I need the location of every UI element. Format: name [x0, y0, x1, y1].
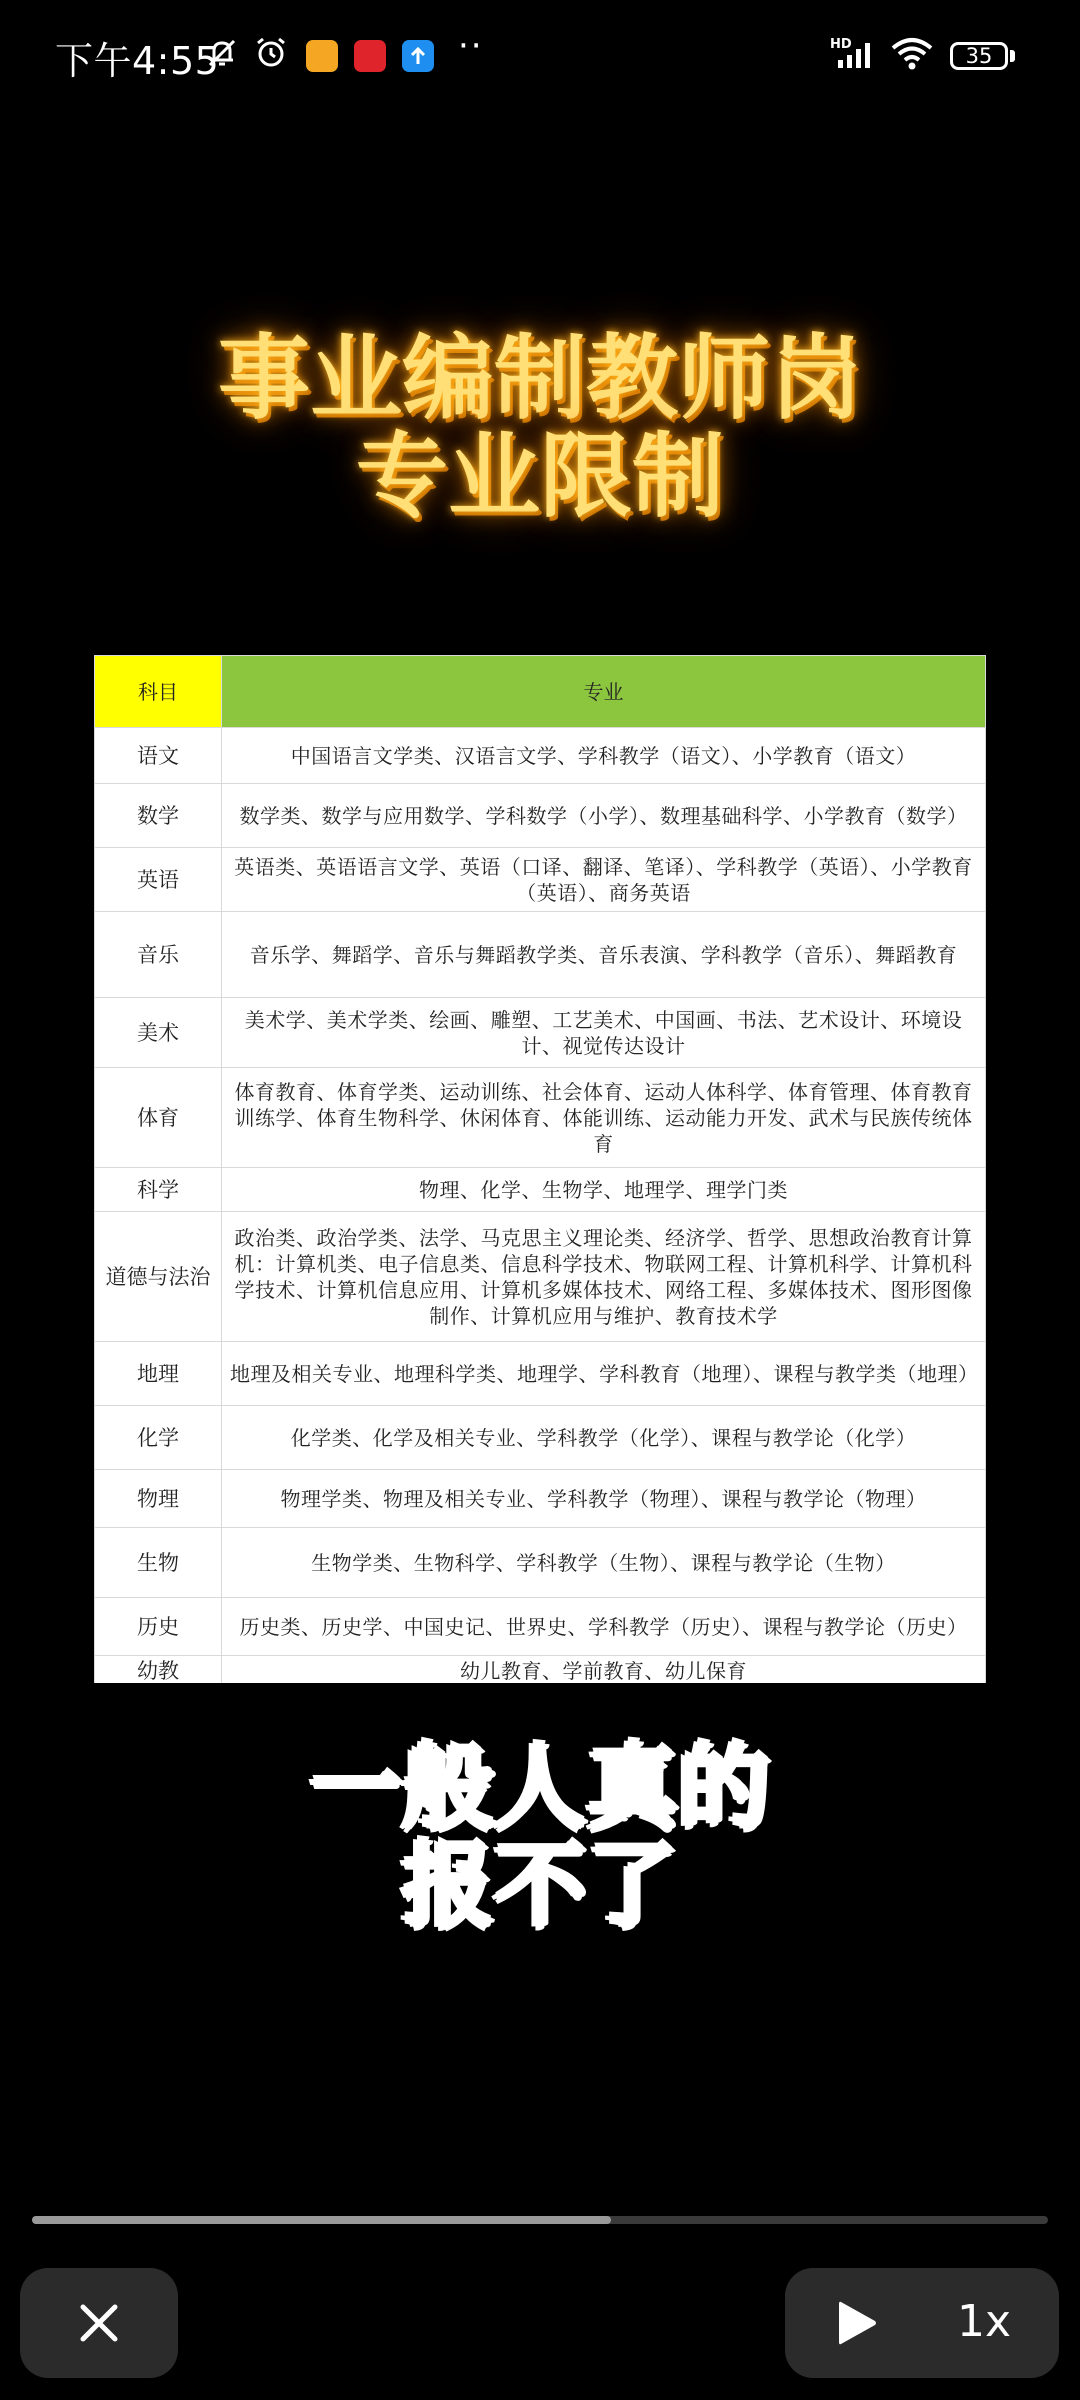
close-icon [79, 2303, 119, 2343]
subject-cell: 幼教 [95, 1656, 222, 1684]
caption-line-2: 报不了 [401, 1833, 678, 1940]
majors-cell: 物理、化学、生物学、地理学、理学门类 [222, 1168, 986, 1212]
table-row [95, 1470, 986, 1528]
subject-cell: 生物 [95, 1528, 222, 1598]
major-restriction-table [94, 655, 986, 1683]
table-row [95, 912, 986, 998]
table-row [95, 848, 986, 912]
table-row [95, 1342, 986, 1406]
subject-cell: 体育 [95, 1068, 222, 1168]
subject-cell: 科学 [95, 1168, 222, 1212]
subject-cell: 音乐 [95, 912, 222, 998]
svg-text:HD: HD [830, 37, 852, 52]
player-controls [785, 2268, 1059, 2378]
subject-cell: 语文 [95, 728, 222, 784]
caption-line-1: 一般人真的 [309, 1735, 770, 1842]
majors-cell: 数学类、数学与应用数学、学科数学（小学）、数理基础科学、小学教育（数学） [222, 784, 986, 848]
table-row [95, 1656, 986, 1684]
subject-cell: 道德与法治 [95, 1212, 222, 1342]
status-bar [0, 0, 1080, 115]
app-notification-icon [306, 40, 338, 72]
subject-cell: 英语 [95, 848, 222, 912]
majors-cell: 体育教育、体育学类、运动训练、社会体育、运动人体科学、体育管理、体育教育训练学、体育生物科学、休闲体育、体能训练、运动能力开发、武术与民族传统体育 [222, 1068, 986, 1168]
battery-tip [1010, 50, 1015, 62]
major-column-header: 专业 [222, 656, 986, 728]
table-row [95, 728, 986, 784]
table-row [95, 998, 986, 1068]
majors-cell: 幼儿教育、学前教育、幼儿保育 [222, 1656, 986, 1684]
table-header-row [95, 656, 986, 728]
battery-icon: 35 [950, 42, 1008, 70]
subject-cell: 地理 [95, 1342, 222, 1406]
play-button[interactable] [835, 2298, 879, 2348]
subject-cell: 历史 [95, 1598, 222, 1656]
majors-cell: 英语类、英语语言文学、英语（口译、翻译、笔译）、学科教学（英语）、小学教育（英语）、商务英语 [222, 848, 986, 912]
more-notifications-icon: ·· [458, 26, 484, 66]
playback-speed-button[interactable]: 1x [957, 2296, 1012, 2347]
table-row [95, 1212, 986, 1342]
majors-cell: 历史类、历史学、中国史记、世界史、学科教学（历史）、课程与教学论（历史） [222, 1598, 986, 1656]
table-row [95, 1406, 986, 1470]
table-row [95, 1528, 986, 1598]
video-progress-fill [32, 2216, 611, 2224]
subject-cell: 美术 [95, 998, 222, 1068]
title-line-2: 专业限制 [355, 423, 724, 530]
table-row [95, 1068, 986, 1168]
video-progress-bar[interactable] [32, 2216, 1048, 2224]
close-button[interactable] [20, 2268, 178, 2378]
alarm-icon [254, 36, 288, 70]
upload-app-icon [402, 40, 434, 72]
subject-cell: 化学 [95, 1406, 222, 1470]
table-row [95, 1598, 986, 1656]
majors-cell: 地理及相关专业、地理科学类、地理学、学科教育（地理）、课程与教学类（地理） [222, 1342, 986, 1406]
table-row [95, 1168, 986, 1212]
major-restriction-table-card [94, 655, 986, 1683]
subject-cell: 物理 [95, 1470, 222, 1528]
title-line-1: 事业编制教师岗 [217, 325, 862, 432]
majors-cell: 生物学类、生物科学、学科教学（生物）、课程与教学论（生物） [222, 1528, 986, 1598]
majors-cell: 美术学、美术学类、绘画、雕塑、工艺美术、中国画、书法、艺术设计、环境设计、视觉传达设计 [222, 998, 986, 1068]
status-time: 下午4:55 [55, 39, 220, 83]
signal-icon [830, 36, 880, 70]
video-caption [0, 1735, 1080, 1940]
table-row [95, 784, 986, 848]
majors-cell: 物理学类、物理及相关专业、学科教学（物理）、课程与教学论（物理） [222, 1470, 986, 1528]
subject-cell: 数学 [95, 784, 222, 848]
subject-column-header: 科目 [95, 656, 222, 728]
video-title [0, 325, 1080, 530]
wifi-icon [890, 36, 934, 70]
majors-cell: 中国语言文学类、汉语言文学、学科教学（语文）、小学教育（语文） [222, 728, 986, 784]
app-notification-icon [354, 40, 386, 72]
majors-cell: 化学类、化学及相关专业、学科教学（化学）、课程与教学论（化学） [222, 1406, 986, 1470]
bell-muted-icon [205, 36, 239, 70]
majors-cell: 音乐学、舞蹈学、音乐与舞蹈教学类、音乐表演、学科教学（音乐）、舞蹈教育 [222, 912, 986, 998]
majors-cell: 政治类、政治学类、法学、马克思主义理论类、经济学、哲学、思想政治教育计算机：计算机类、电子信息类、信息科学技术、物联网工程、计算机科学、计算机科学技术、计算机信息应用、计算机多媒体技术、网络工程、多媒体技术、图形图像制作、计算机应用与维护、教育技术学 [222, 1212, 986, 1342]
